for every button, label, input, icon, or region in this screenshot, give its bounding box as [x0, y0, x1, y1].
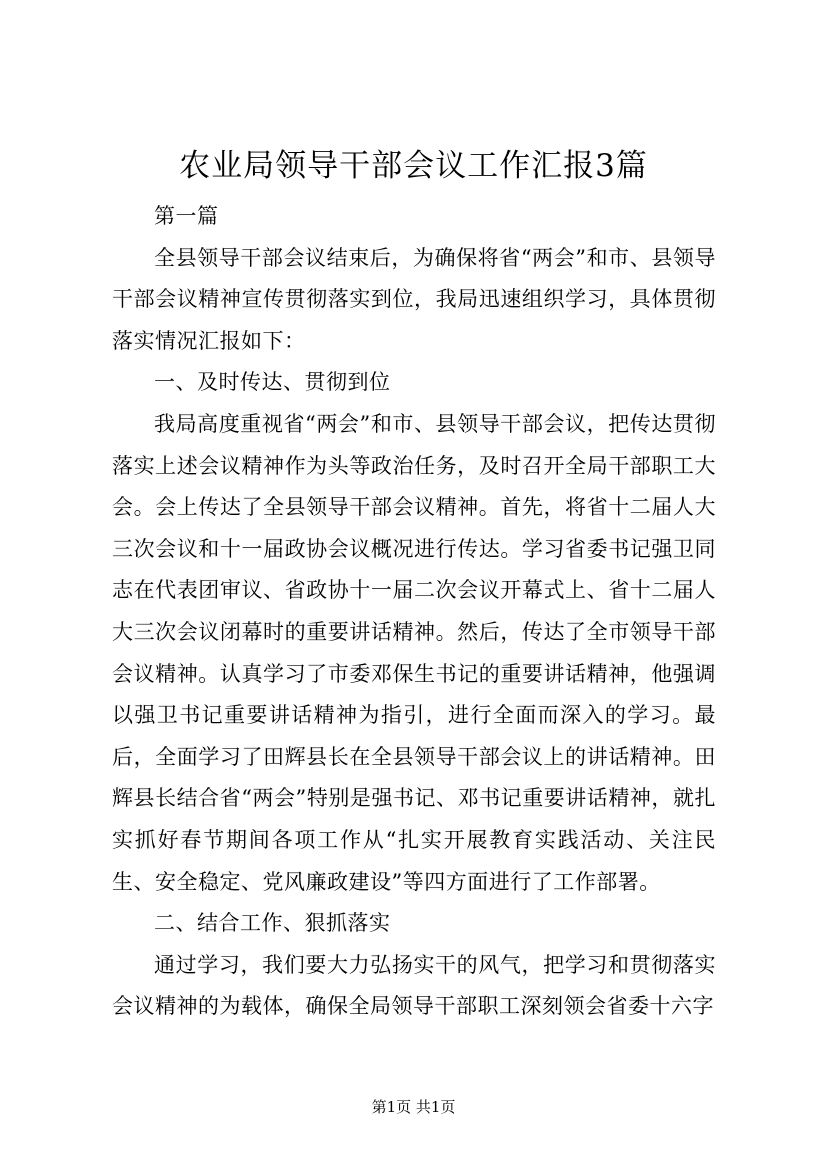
body-paragraph-2: 通过学习，我们要大力弘扬实干的风气，把学习和贯彻落实会议精神的为载体，确保全局领导干部职工深刻领会省委十六字 — [112, 952, 716, 1019]
document-title: 农业局领导干部会议工作汇报3篇 — [179, 148, 648, 184]
body-paragraph-1: 我局高度重视省“两会”和市、县领导干部会议，把传达贯彻落实上述会议精神作为头等政治任务，及时召开全局干部职工大会。会上传达了全县领导干部会议精神。首先，将省十二届人大三次会议和十一届政协会议概况进行传达。学习省委书记强卫同志在代表团审议、省政协十一届二次会议开幕式上、省十二届人大三次会议闭幕时的重要讲话精神。然后，传达了全市领导干部会议精神。认真学习了市委邓保生书记的重要讲话精神，他强调以强卫书记重要讲话精神为指引，进行全面而深入的学习。最后，全面学习了田辉县长在全县领导干部会议上的讲话精神。田辉县长结合省“两会”特别是强书记、邓书记重要讲话精神，就扎实抓好春节期间各项工作从“扎实开展教育实践活动、关注民生、安全稳定、党风廉政建设”等四方面进行了工作部署。 — [112, 411, 716, 894]
intro-paragraph: 全县领导干部会议结束后，为确保将省“两会”和市、县领导干部会议精神宣传贯彻落实到位，我局迅速组织学习，具体贯彻落实情况汇报如下： — [112, 245, 716, 353]
section-heading-1: 一、及时传达、贯彻到位 — [154, 370, 391, 395]
document-body — [112, 196, 716, 1028]
page-footer: 第1页 共1页 — [371, 1098, 456, 1116]
section-heading-part-one: 第一篇 — [154, 204, 219, 228]
section-heading-2: 二、结合工作、狠抓落实 — [154, 911, 391, 936]
